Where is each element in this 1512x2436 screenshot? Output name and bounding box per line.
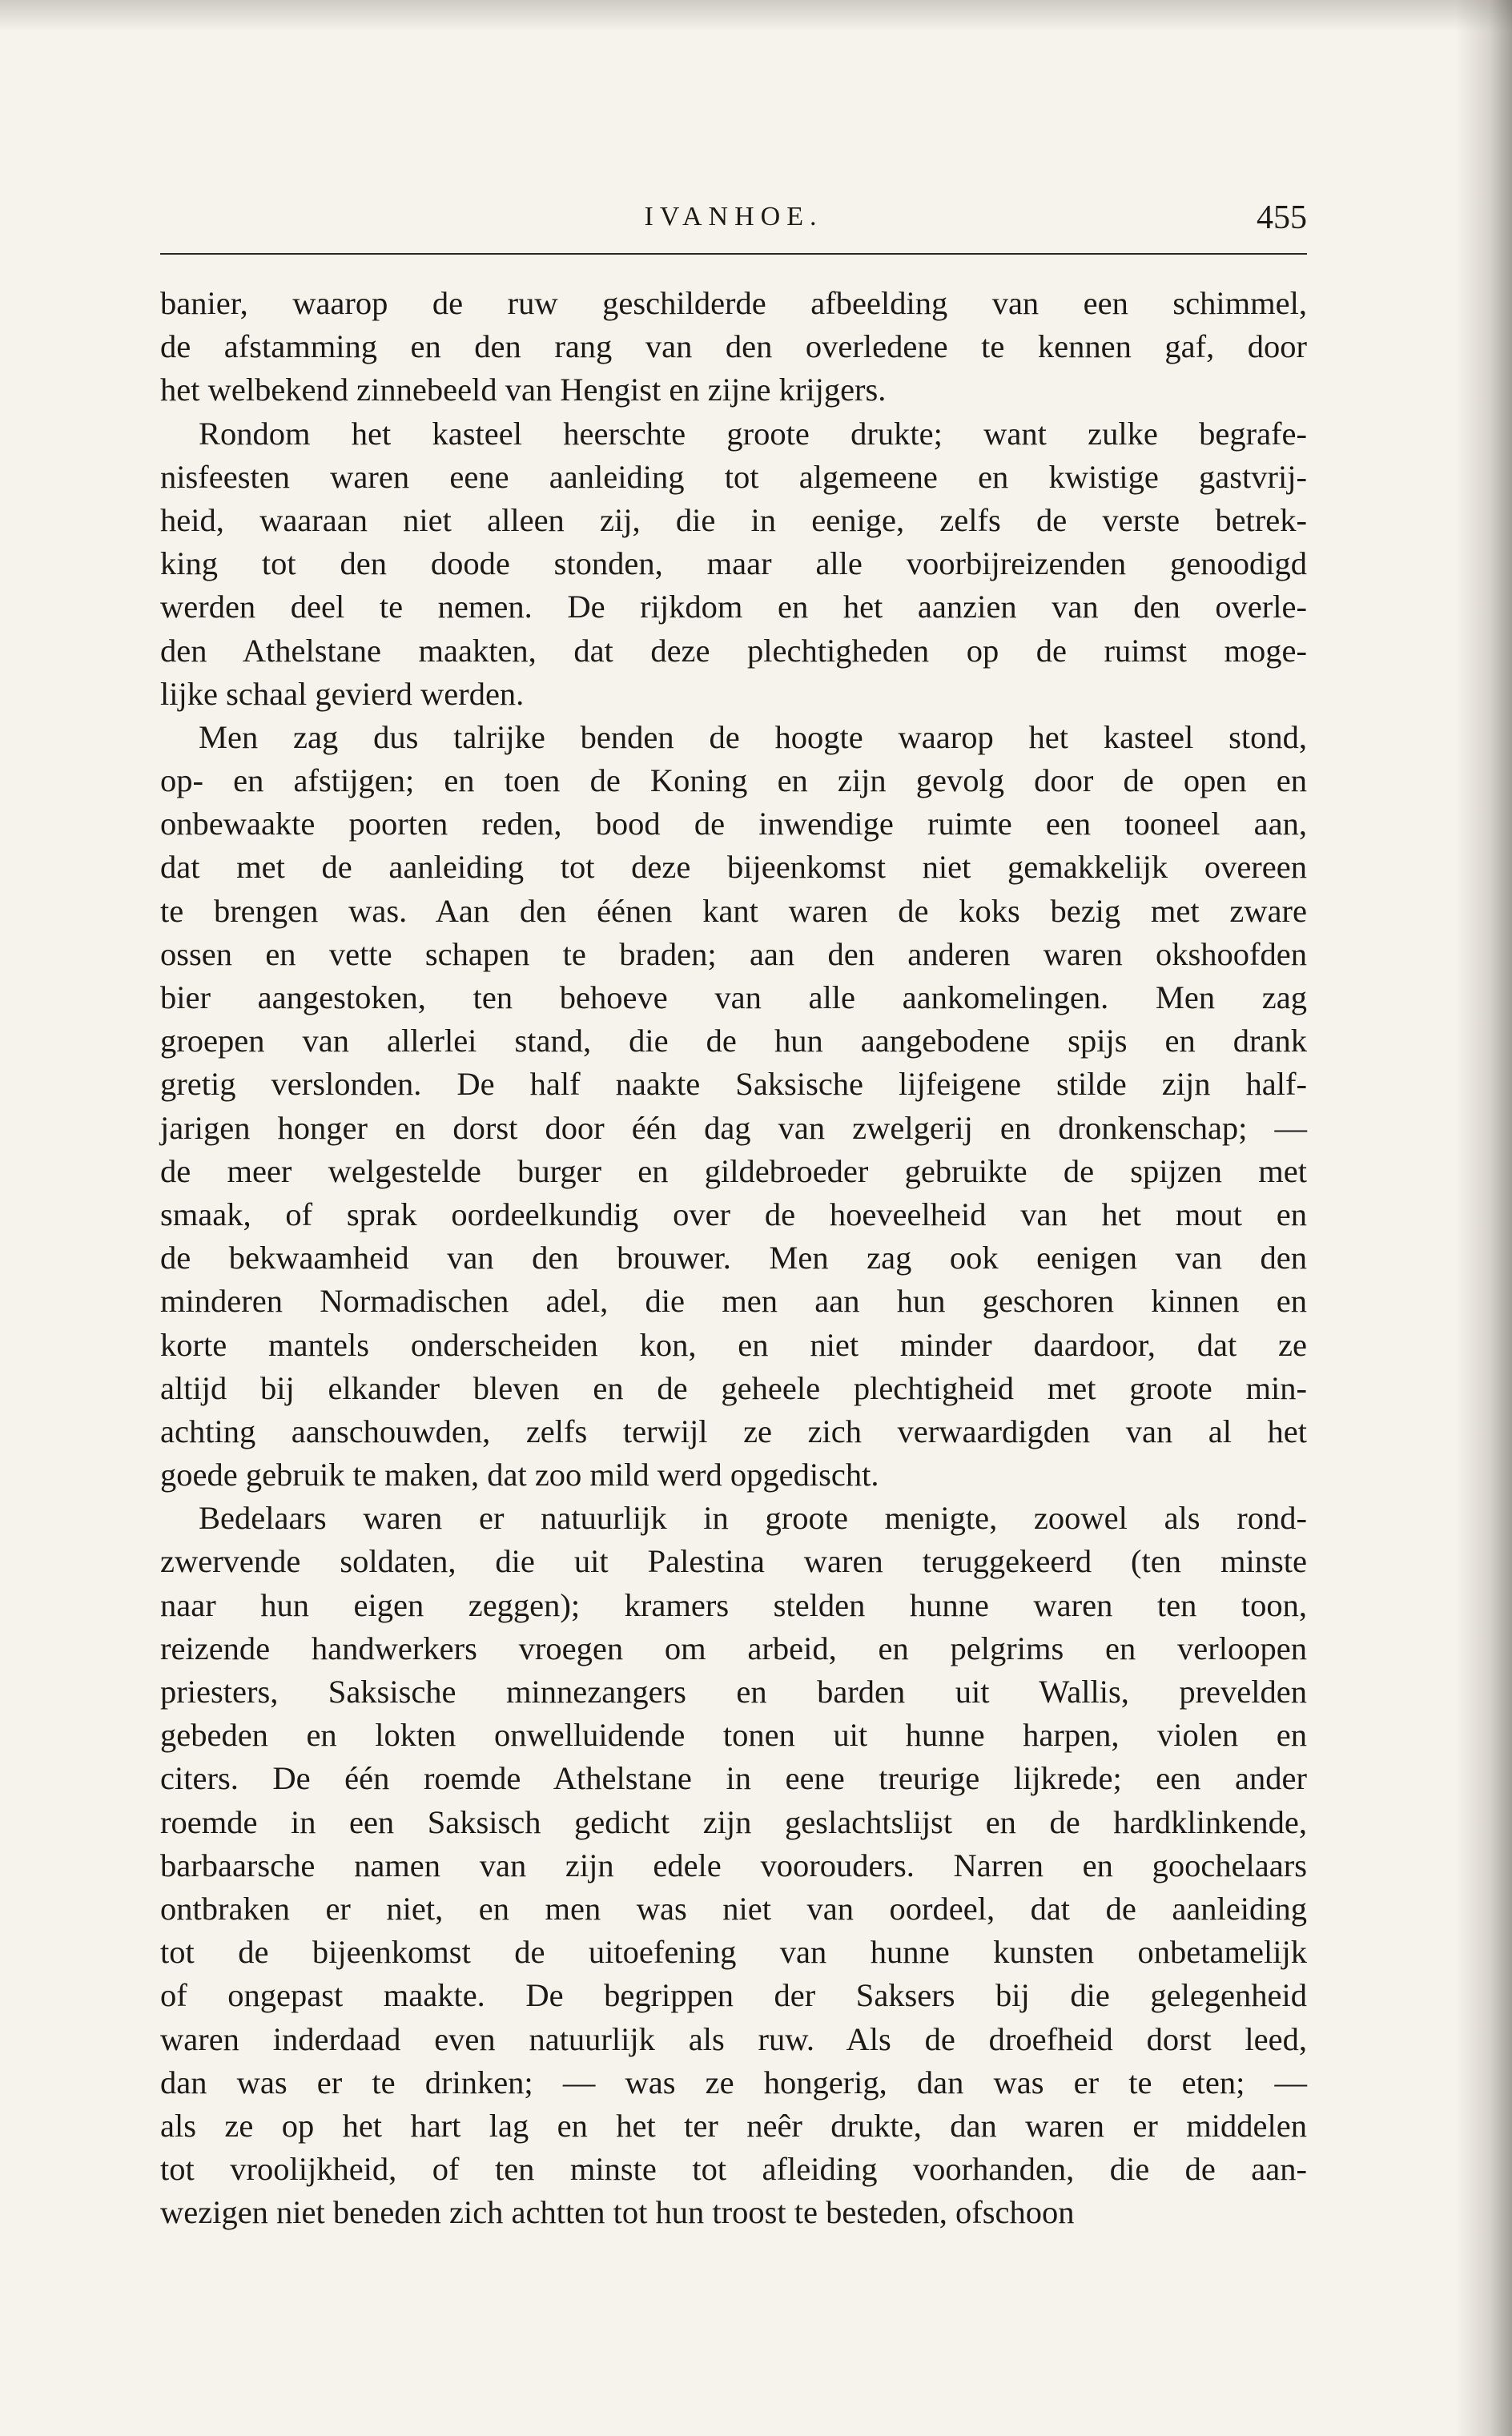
text-line: de meer welgestelde burger en gildebroeder gebruikte de spijzen met: [160, 1152, 1307, 1189]
text-line: Men zag dus talrijke benden de hoogte waarop het kasteel stond,: [199, 718, 1307, 755]
text-line: groepen van allerlei stand, die de hun aangebodene spijs en drank: [160, 1023, 1307, 1059]
body-text: [160, 282, 1307, 2234]
text-line: smaak, of sprak oordeelkundig over de hoeveelheid van het mout en: [160, 1196, 1307, 1232]
text-line: reizende handwerkers vroegen om arbeid, en pelgrims en verloopen: [160, 1630, 1307, 1666]
text-line: jarigen honger en dorst door één dag van zwelgerij en dronkenschap; —: [160, 1109, 1307, 1146]
text-line: dat met de aanleiding tot deze bijeenkomst niet gemakkelijk overeen: [160, 849, 1307, 886]
text-line: citers. De één roemde Athelstane in eene treurige lijkrede; een ander: [160, 1760, 1307, 1797]
text-line: barbaarsche namen van zijn edele voorouders. Narren en goochelaars: [160, 1847, 1307, 1883]
text-line: lijke schaal gevierd werden.: [160, 675, 525, 712]
text-line: heid, waaraan niet alleen zij, die in eenige, zelfs de verste betrek-: [160, 501, 1307, 538]
text-line: banier, waarop de ruw geschilderde afbeelding van een schimmel,: [160, 285, 1307, 321]
text-line: op- en afstijgen; en toen de Koning en zijn gevolg door de open en: [160, 762, 1307, 799]
text-line: zwervende soldaten, die uit Palestina waren teruggekeerd (ten minste: [160, 1543, 1307, 1580]
text-line: gebeden en lokten onwelluidende tonen uit hunne harpen, violen en: [160, 1717, 1307, 1754]
text-line: roemde in een Saksisch gedicht zijn geslachtslijst en de hardklinkende,: [160, 1803, 1307, 1840]
text-line: priesters, Saksische minnezangers en barden uit Wallis, prevelden: [160, 1674, 1307, 1710]
text-line: korte mantels onderscheiden kon, en niet minder daardoor, dat ze: [160, 1326, 1307, 1363]
text-line: king tot den doode stonden, maar alle voorbijreizenden genoodigd: [160, 545, 1307, 582]
text-line: of ongepast maakte. De begrippen der Saksers bij die gelegenheid: [160, 1977, 1307, 2014]
text-line: Rondom het kasteel heerschte groote drukte; want zulke begrafe-: [199, 415, 1307, 452]
text-line: te brengen was. Aan den éénen kant waren de koks bezig met zware: [160, 892, 1307, 929]
text-line: gretig verslonden. De half naakte Saksische lijfeigene stilde zijn half-: [160, 1066, 1307, 1103]
page-edge-shadow-right: [1456, 0, 1512, 2436]
paragraph: [160, 282, 1307, 412]
text-line: altijd bij elkander bleven en de geheele plechtigheid met groote min-: [160, 1369, 1307, 1406]
text-line: nisfeesten waren eene aanleiding tot algemeene en kwistige gastvrij-: [160, 458, 1307, 495]
text-line: onbewaakte poorten reden, bood de inwendige ruimte een tooneel aan,: [160, 806, 1307, 842]
text-line: ossen en vette schapen te braden; aan den anderen waren okshoofden: [160, 935, 1307, 972]
header-rule: [160, 253, 1307, 255]
text-line: wezigen niet beneden zich achtten tot hun troost te besteden, ofschoon: [160, 2194, 1075, 2231]
text-line: waren inderdaad even natuurlijk als ruw. Als de droefheid dorst leed,: [160, 2020, 1307, 2057]
paragraph: [160, 412, 1307, 716]
paragraph: [160, 1497, 1307, 2234]
text-line: den Athelstane maakten, dat deze plechtigheden op de ruimst moge-: [160, 632, 1307, 669]
text-line: de afstamming en den rang van den overledene te kennen gaf, door: [160, 328, 1307, 365]
text-line: ontbraken er niet, en men was niet van oordeel, dat de aanleiding: [160, 1890, 1307, 1927]
text-line: goede gebruik te maken, dat zoo mild werd opgedischt.: [160, 1457, 879, 1493]
paragraph: [160, 716, 1307, 1497]
text-line: bier aangestoken, ten behoeve van alle aankomelingen. Men zag: [160, 979, 1307, 1015]
text-line: tot vroolijkheid, of ten minste tot afleiding voorhanden, die de aan-: [160, 2151, 1307, 2188]
text-line: dan was er te drinken; — was ze hongerig, dan was er te eten; —: [160, 2064, 1307, 2100]
text-line: als ze op het hart lag en het ter neêr drukte, dan waren er middelen: [160, 2107, 1307, 2144]
text-line: minderen Normadischen adel, die men aan hun geschoren kinnen en: [160, 1283, 1307, 1320]
page-number: 455: [1257, 199, 1307, 236]
text-line: tot de bijeenkomst de uitoefening van hunne kunsten onbetamelijk: [160, 1934, 1307, 1971]
text-line: het welbekend zinnebeeld van Hengist en zijne krijgers.: [160, 372, 887, 408]
text-line: werden deel te nemen. De rijkdom en het aanzien van den overle-: [160, 589, 1307, 625]
text-line: achting aanschouwden, zelfs terwijl ze zich verwaardigden van al het: [160, 1413, 1307, 1449]
page-header: [160, 191, 1307, 247]
text-line: Bedelaars waren er natuurlijk in groote menigte, zoowel als rond-: [199, 1500, 1307, 1537]
page-edge-shadow-top: [0, 0, 1512, 32]
running-title: IVANHOE.: [644, 202, 823, 231]
text-line: de bekwaamheid van den brouwer. Men zag ook eenigen van den: [160, 1240, 1307, 1276]
text-line: naar hun eigen zeggen); kramers stelden hunne waren ten toon,: [160, 1586, 1307, 1623]
